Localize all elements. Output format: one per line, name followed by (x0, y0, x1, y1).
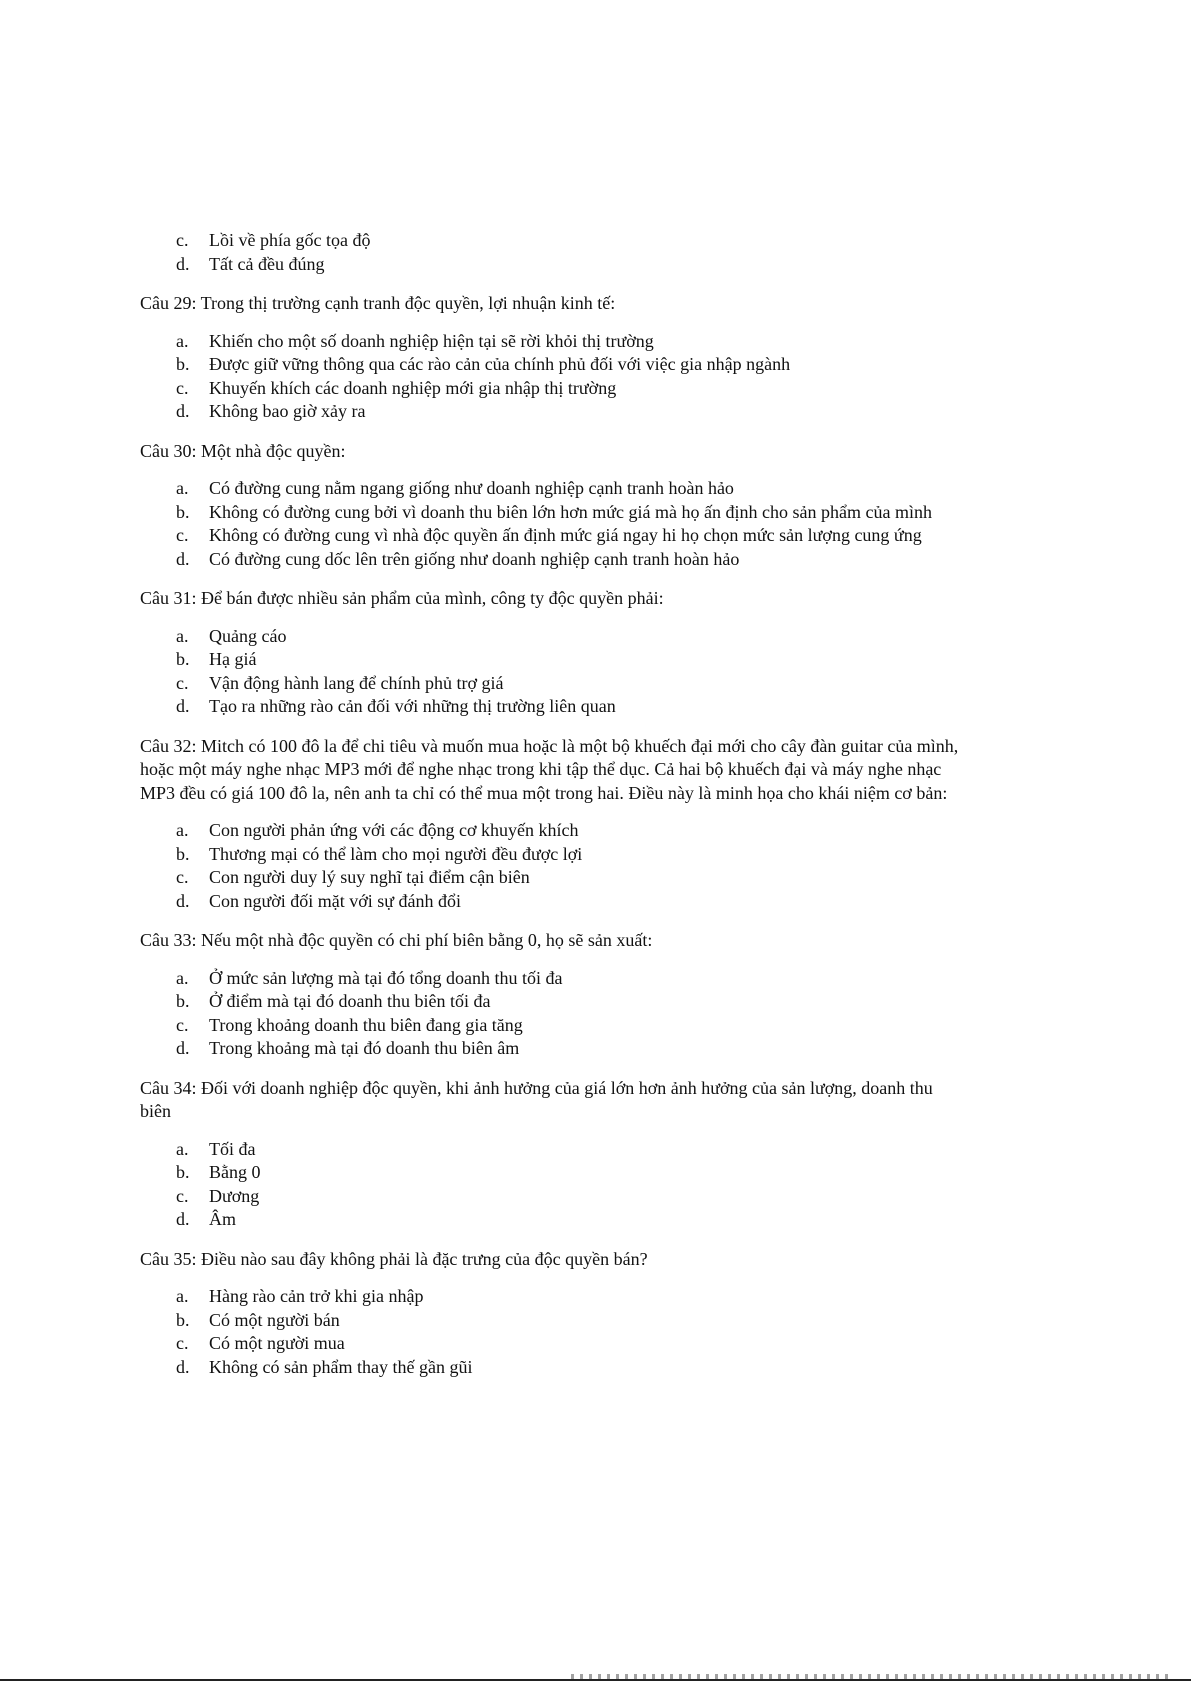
option-item (140, 548, 960, 572)
option-item (140, 501, 960, 525)
option-text: Tất cả đều đúng (209, 253, 325, 274)
option-letter: a. (176, 1286, 189, 1306)
option-item (140, 967, 960, 991)
option-text: Không có đường cung bởi vì doanh thu biên lớn hơn mức giá mà họ ấn định cho sản phẩm của mình (209, 501, 932, 522)
option-item (140, 524, 960, 548)
option-letter: b. (176, 501, 190, 522)
option-letter: c. (176, 230, 189, 250)
option-text: Trong khoảng doanh thu biên đang gia tăng (209, 1014, 523, 1035)
question-29 (140, 292, 960, 424)
option-text: Lồi về phía gốc tọa độ (209, 230, 371, 250)
question-35 (140, 1248, 960, 1380)
option-letter: c. (176, 867, 189, 887)
option-text: Ở mức sản lượng mà tại đó tổng doanh thu tối đa (209, 967, 563, 988)
question-32 (140, 735, 960, 914)
option-item (140, 1161, 960, 1185)
option-item (140, 229, 960, 253)
document-content (140, 229, 960, 1379)
option-item (140, 890, 960, 914)
option-item (140, 866, 960, 890)
option-letter: d. (176, 253, 190, 274)
option-item (140, 1037, 960, 1061)
option-item (140, 353, 960, 377)
option-text: Hạ giá (209, 649, 257, 669)
question-prompt: Câu 31: Để bán được nhiều sản phẩm của mình, công ty độc quyền phải: (140, 588, 664, 608)
option-text: Có đường cung nằm ngang giống như doanh nghiệp cạnh tranh hoàn hảo (209, 478, 734, 498)
option-item (140, 1356, 960, 1380)
option-item (140, 1285, 960, 1309)
answer-options (140, 1138, 960, 1232)
option-item (140, 330, 960, 354)
option-text: Không có sản phẩm thay thế gần gũi (209, 1356, 473, 1377)
option-item (140, 1138, 960, 1162)
option-text: Con người duy lý suy nghĩ tại điểm cận biên (209, 867, 530, 887)
option-text: Trong khoảng mà tại đó doanh thu biên âm (209, 1038, 520, 1058)
option-text: Hàng rào cản trở khi gia nhập (209, 1286, 424, 1306)
question-31 (140, 587, 960, 719)
question-prompt: Câu 30: Một nhà độc quyền: (140, 440, 346, 461)
option-letter: d. (176, 548, 190, 569)
option-item (140, 625, 960, 649)
option-letter: b. (176, 843, 190, 864)
question-33 (140, 929, 960, 1061)
option-item (140, 1309, 960, 1333)
option-text: Vận động hành lang để chính phủ trợ giá (209, 672, 504, 693)
option-letter: a. (176, 625, 189, 646)
option-text: Có đường cung dốc lên trên giống như doanh nghiệp cạnh tranh hoàn hảo (209, 548, 740, 569)
option-text: Được giữ vững thông qua các rào cản của chính phủ đối với việc gia nhập ngành (209, 354, 791, 374)
option-item (140, 377, 960, 401)
option-letter: a. (176, 330, 189, 351)
option-item (140, 1332, 960, 1356)
option-letter: c. (176, 1333, 189, 1353)
option-item (140, 672, 960, 696)
question-prompt: Câu 34: Đối với doanh nghiệp độc quyền, khi ảnh hưởng của giá lớn hơn ảnh hưởng của sản lượng, doanh thu biên (140, 1077, 933, 1121)
question-prompt: Câu 29: Trong thị trường cạnh tranh độc quyền, lợi nhuận kinh tế: (140, 293, 616, 313)
option-letter: c. (176, 1185, 189, 1206)
option-item (140, 990, 960, 1014)
option-letter: c. (176, 377, 189, 398)
option-text: Con người đối mặt với sự đánh đổi (209, 890, 462, 911)
question-30 (140, 440, 960, 572)
option-item (140, 253, 960, 277)
option-item (140, 1014, 960, 1038)
option-text: Không có đường cung vì nhà độc quyền ấn định mức giá ngay hi họ chọn mức sản lượng cung ứng (209, 525, 922, 545)
answer-options (140, 967, 960, 1061)
option-letter: b. (176, 1309, 190, 1330)
answer-options (140, 477, 960, 571)
option-letter: c. (176, 1014, 189, 1035)
option-text: Có một người mua (209, 1333, 345, 1353)
option-text: Bằng 0 (209, 1162, 261, 1182)
option-item (140, 819, 960, 843)
question-prompt: Câu 33: Nếu một nhà độc quyền có chi phí biên bằng 0, họ sẽ sản xuất: (140, 930, 653, 950)
question-34 (140, 1077, 960, 1232)
option-letter: d. (176, 1356, 190, 1377)
question-prompt: Câu 32: Mitch có 100 đô la để chi tiêu và muốn mua hoặc là một bộ khuếch đại mới cho cây đàn guitar của mình, hoặc một máy nghe nhạc MP3 mới để nghe nhạc trong khi tập thể dục. Cả hai bộ khuếch đại và máy nghe nhạc MP3 đều có giá 100 đô la, nên anh ta chỉ có thể mua một trong hai. Điều này là minh họa cho khái niệm cơ bản: (140, 735, 959, 803)
option-letter: d. (176, 1038, 190, 1058)
option-item (140, 400, 960, 424)
option-text: Dương (209, 1185, 260, 1206)
option-letter: b. (176, 649, 190, 669)
option-letter: d. (176, 890, 190, 911)
answer-options (140, 330, 960, 424)
option-text: Tạo ra những rào cản đối với những thị trường liên quan (209, 696, 616, 716)
option-item (140, 1185, 960, 1209)
option-text: Không bao giờ xảy ra (209, 401, 366, 421)
continuation-options (140, 229, 960, 276)
option-letter: d. (176, 1209, 190, 1229)
option-letter: a. (176, 478, 189, 498)
option-letter: c. (176, 525, 189, 545)
option-item (140, 648, 960, 672)
option-text: Tối đa (209, 1138, 256, 1159)
option-letter: a. (176, 820, 189, 840)
option-letter: b. (176, 991, 190, 1011)
option-letter: c. (176, 672, 189, 693)
option-letter: a. (176, 967, 189, 988)
page-bottom-rule (0, 1679, 1191, 1681)
question-prompt: Câu 35: Điều nào sau đây không phải là đặc trưng của độc quyền bán? (140, 1248, 648, 1269)
option-letter: b. (176, 354, 190, 374)
answer-options (140, 625, 960, 719)
option-letter: b. (176, 1162, 190, 1182)
option-item (140, 1208, 960, 1232)
option-text: Con người phản ứng với các động cơ khuyến khích (209, 820, 579, 840)
option-text: Âm (209, 1209, 236, 1229)
answer-options (140, 1285, 960, 1379)
option-text: Ở điểm mà tại đó doanh thu biên tối đa (209, 991, 491, 1011)
option-letter: d. (176, 696, 190, 716)
answer-options (140, 819, 960, 913)
option-text: Quảng cáo (209, 625, 287, 646)
option-item (140, 477, 960, 501)
option-item (140, 843, 960, 867)
option-item (140, 695, 960, 719)
option-letter: d. (176, 401, 190, 421)
option-text: Khiến cho một số doanh nghiệp hiện tại sẽ rời khỏi thị trường (209, 330, 654, 351)
option-text: Có một người bán (209, 1309, 340, 1330)
option-text: Khuyến khích các doanh nghiệp mới gia nhập thị trường (209, 377, 617, 398)
option-letter: a. (176, 1138, 189, 1159)
option-text: Thương mại có thể làm cho mọi người đều được lợi (209, 843, 583, 864)
